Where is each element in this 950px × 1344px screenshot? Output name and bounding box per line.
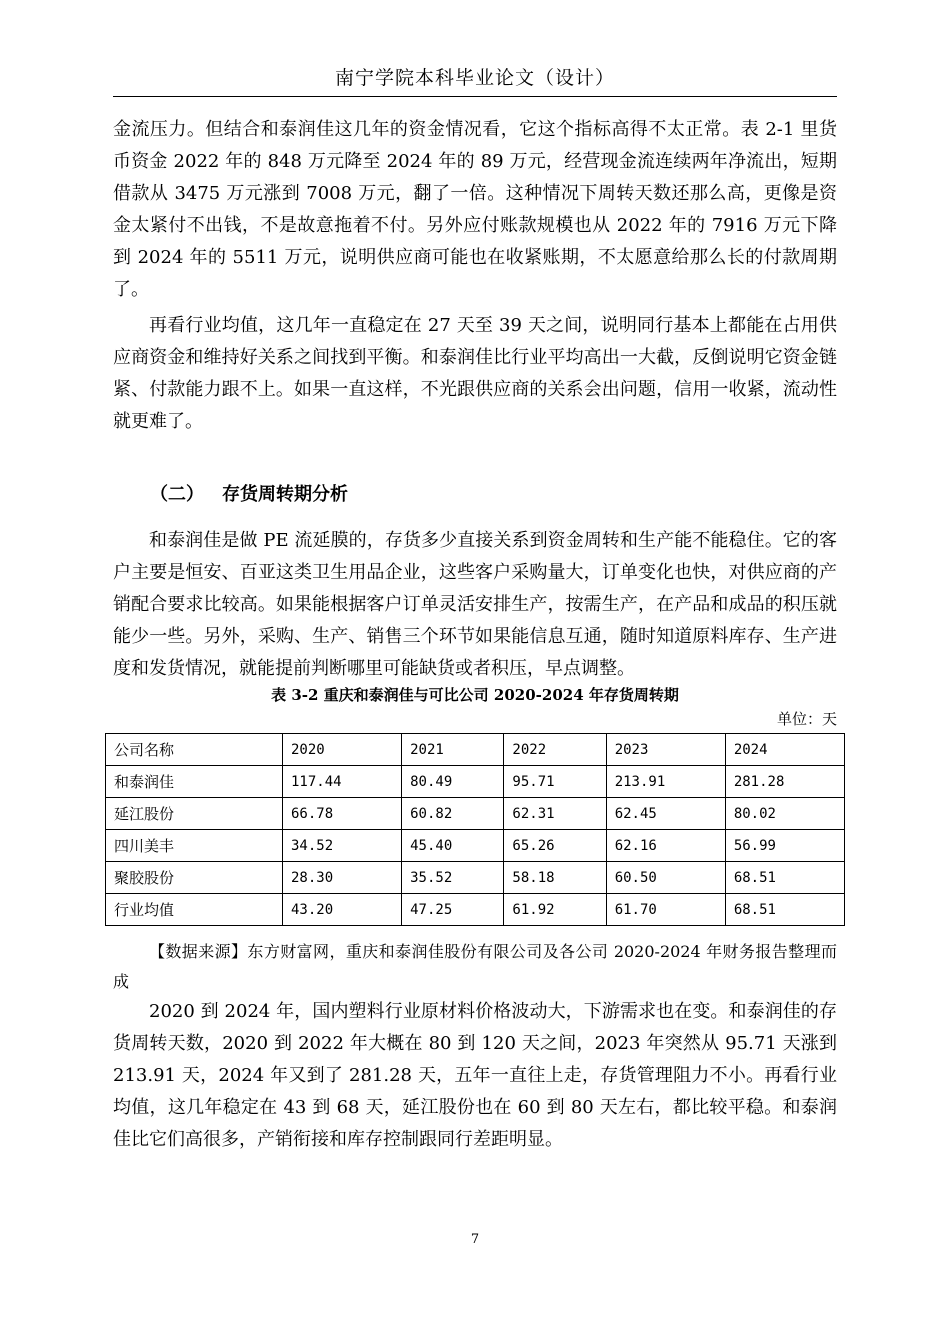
table-cell: 聚胶股份 <box>106 862 283 894</box>
table-cell: 95.71 <box>504 766 606 798</box>
table-row <box>106 766 845 798</box>
table-header-cell: 2024 <box>725 734 844 766</box>
table-cell: 213.91 <box>606 766 725 798</box>
inventory-turnover-table <box>105 733 845 926</box>
table-cell: 60.82 <box>402 798 504 830</box>
table-cell: 68.51 <box>725 894 844 926</box>
table-cell: 延江股份 <box>106 798 283 830</box>
table-cell: 56.99 <box>725 830 844 862</box>
table-unit: 单位：天 <box>776 710 837 728</box>
table-cell: 80.49 <box>402 766 504 798</box>
table-cell: 61.92 <box>504 894 606 926</box>
table-row <box>106 798 845 830</box>
table-cell: 四川美丰 <box>106 830 283 862</box>
table-header-cell: 2022 <box>504 734 606 766</box>
table-cell: 281.28 <box>725 766 844 798</box>
table-cell: 65.26 <box>504 830 606 862</box>
table-cell: 60.50 <box>606 862 725 894</box>
running-header: 南宁学院本科毕业论文（设计） <box>113 60 837 97</box>
paragraph-inventory-trend: 2020 到 2024 年，国内塑料行业原材料价格波动大，下游需求也在变。和泰润佳的存货周转天数，2020 到 2022 年大概在 80 到 120 天之间，2023 年突然从 95.71 天涨到 213.91 天，2024 年又到了 281.28 天，五年一直往上走，存货管理阻力不小。再看行业均值，这几年稳定在 43 到 68 天，延江股份也在 60 到 80 天左右，都比较平稳。和泰润佳比它们高很多，产销衔接和库存控制跟同行差距明显。 <box>113 1001 837 1150</box>
table-cell: 34.52 <box>283 830 402 862</box>
table-header-cell: 2020 <box>283 734 402 766</box>
table-cell: 62.16 <box>606 830 725 862</box>
table-cell: 62.31 <box>504 798 606 830</box>
table-cell: 28.30 <box>283 862 402 894</box>
section-heading <box>150 479 348 511</box>
table-cell: 和泰润佳 <box>106 766 283 798</box>
paragraph-industry-average: 再看行业均值，这几年一直稳定在 27 天至 39 天之间，说明同行基本上都能在占用供应商资金和维持好关系之间找到平衡。和泰润佳比行业平均高出一大截，反倒说明它资金链紧、付款能力跟不上。如果一直这样，不光跟供应商的关系会出问题，信用一收紧，流动性就更难了。 <box>113 315 837 432</box>
table-cell: 62.45 <box>606 798 725 830</box>
table-cell: 80.02 <box>725 798 844 830</box>
table-header-cell: 公司名称 <box>106 734 283 766</box>
paragraph-inventory-intro: 和泰润佳是做 PE 流延膜的，存货多少直接关系到资金周转和生产能不能稳住。它的客户主要是恒安、百亚这类卫生用品企业，这些客户采购量大，订单变化也快，对供应商的产销配合要求比较高。如果能根据客户订单灵活安排生产，按需生产，在产品和成品的积压就能少一些。另外，采购、生产、销售三个环节如果能信息互通，随时知道原料库存、生产进度和发货情况，就能提前判断哪里可能缺货或者积压，早点调整。 <box>113 530 837 679</box>
table-cell: 68.51 <box>725 862 844 894</box>
table-cell: 47.25 <box>402 894 504 926</box>
table-caption: 表 3-2 重庆和泰润佳与可比公司 2020-2024 年存货周转期 <box>271 686 679 704</box>
table-cell: 58.18 <box>504 862 606 894</box>
table-cell: 35.52 <box>402 862 504 894</box>
section-number: （二） <box>150 484 204 505</box>
table-header-cell: 2023 <box>606 734 725 766</box>
table-cell: 61.70 <box>606 894 725 926</box>
paragraph-accounts-payable-analysis: 金流压力。但结合和泰润佳这几年的资金情况看，它这个指标高得不太正常。表 2-1 里货币资金 2022 年的 848 万元降至 2024 年的 89 万元，经营现金流连续两年净流出，短期借款从 3475 万元涨到 7008 万元，翻了一倍。这种情况下周转天数还那么高，更像是资金太紧付不出钱，不是故意拖着不付。另外应付账款规模也从 2022 年的 7916 万元下降到 2024 年的 5511 万元，说明供应商可能也在收紧账期，不太愿意给那么长的付款周期了。 <box>113 119 837 300</box>
table-data-source: 【数据来源】东方财富网，重庆和泰润佳股份有限公司及各公司 2020-2024 年财务报告整理而成 <box>113 942 837 991</box>
table-header-cell: 2021 <box>402 734 504 766</box>
table-header-row <box>106 734 845 766</box>
table-cell: 43.20 <box>283 894 402 926</box>
table-cell: 66.78 <box>283 798 402 830</box>
table-row <box>106 830 845 862</box>
table-row <box>106 862 845 894</box>
table-cell: 117.44 <box>283 766 402 798</box>
table-cell: 45.40 <box>402 830 504 862</box>
section-title: 存货周转期分析 <box>222 484 348 505</box>
page-number: 7 <box>470 1232 480 1247</box>
table-cell: 行业均值 <box>106 894 283 926</box>
table-row <box>106 894 845 926</box>
